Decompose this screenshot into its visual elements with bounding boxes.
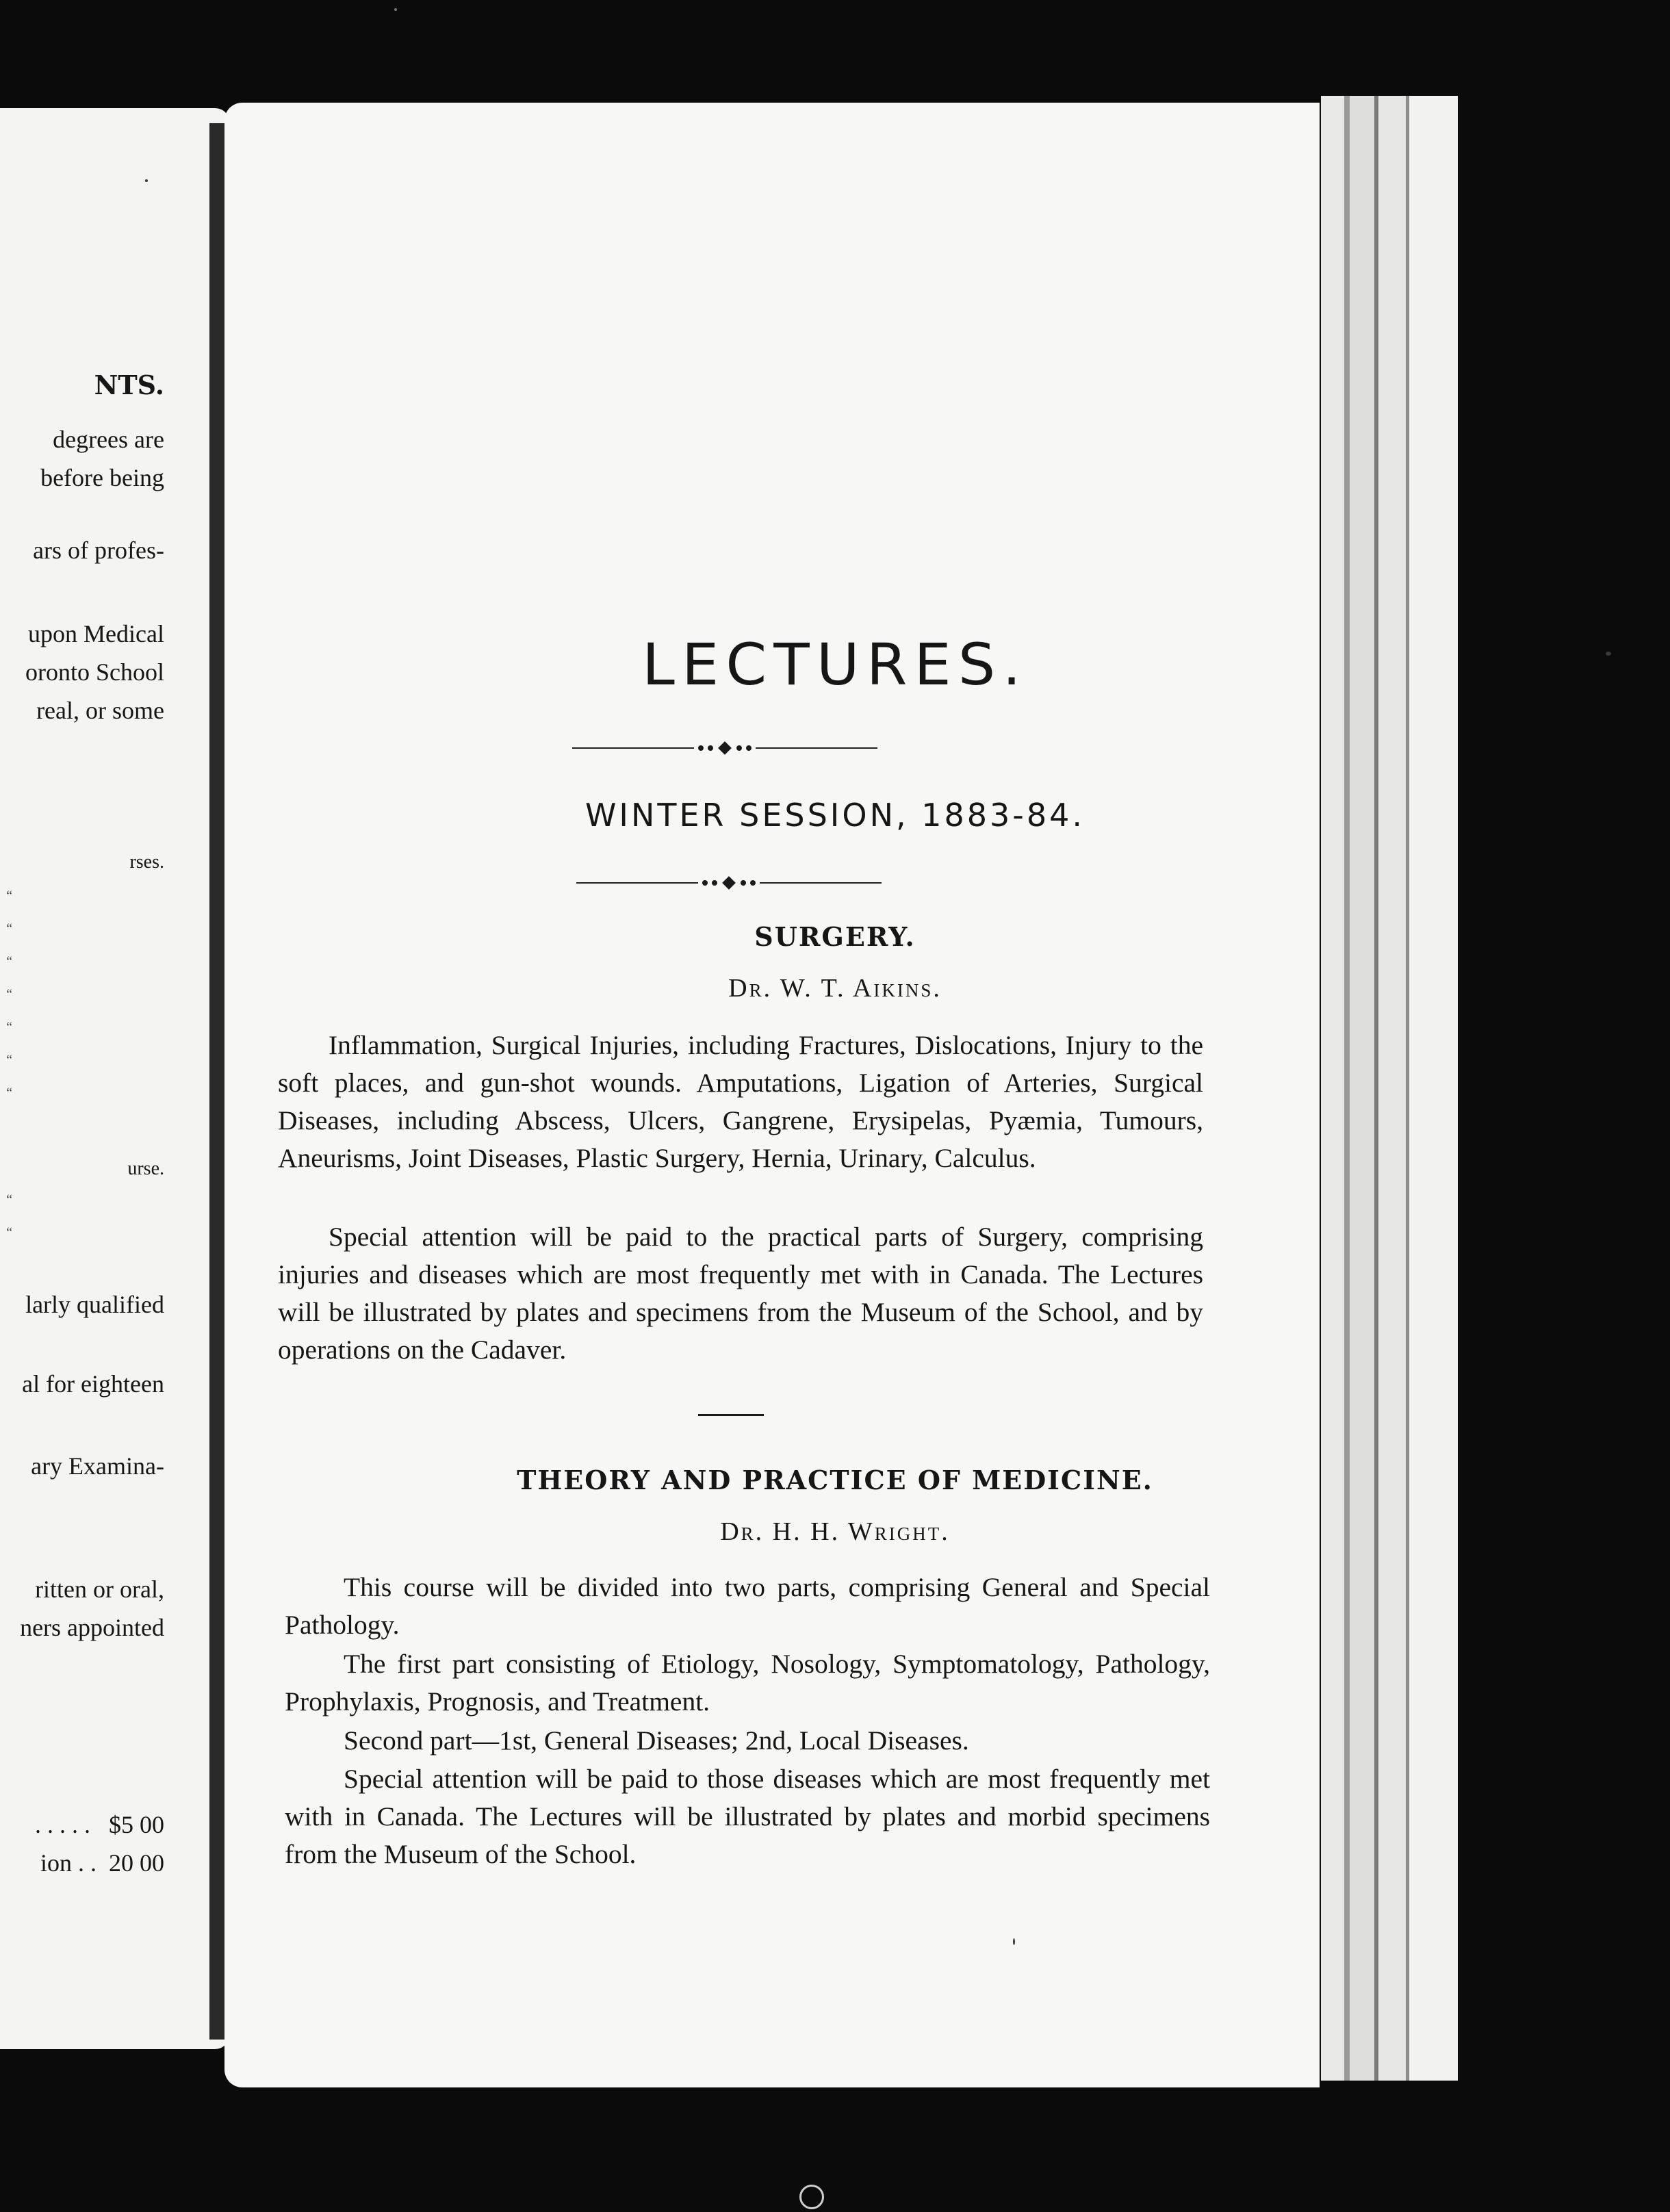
section-heading-medicine: THEORY AND PRACTICE OF MEDICINE. bbox=[517, 1465, 1153, 1495]
left-page-fragment: real, or some bbox=[36, 697, 164, 724]
left-page-fragment: degrees are bbox=[53, 426, 164, 453]
section-paragraph: Special attention will be paid to the practical parts of Surgery, comprising injuries and diseases which are most frequently met with in Canada. The Lectures will be illustrated by plates and specimens from the Museum of the School, and by operations on the Cadaver. bbox=[278, 1222, 1203, 1365]
left-page-fragment: oronto School bbox=[25, 658, 164, 686]
ditto-mark: “ bbox=[6, 1053, 12, 1068]
ditto-mark: “ bbox=[6, 1020, 12, 1035]
lecturer-name: Dr. W. T. Aikins. bbox=[728, 974, 942, 1003]
section-paragraph: Second part—1st, General Diseases; 2nd, Local Diseases. bbox=[344, 1725, 969, 1756]
session-heading: WINTER SESSION, 1883-84. bbox=[584, 797, 1086, 834]
ditto-mark: “ bbox=[6, 888, 12, 903]
left-facing-page bbox=[0, 108, 230, 2049]
left-page-fragment: NTS. bbox=[94, 370, 164, 400]
left-page-fragment: before being bbox=[40, 464, 164, 491]
left-page-fragment: ritten or oral, bbox=[35, 1576, 164, 1603]
left-page-fragment: . . . . . $5 00 bbox=[35, 1811, 164, 1838]
left-page-fragment: rses. bbox=[129, 851, 164, 873]
ornament-divider bbox=[576, 876, 882, 890]
ditto-mark: “ bbox=[6, 921, 12, 936]
section-heading-surgery: SURGERY. bbox=[754, 921, 916, 952]
scan-speck bbox=[1013, 1938, 1015, 1945]
left-page-fragment: al for eighteen bbox=[22, 1370, 164, 1398]
ditto-mark: “ bbox=[6, 1192, 12, 1207]
left-page-fragment: ars of profes- bbox=[33, 537, 164, 564]
section-divider bbox=[698, 1414, 764, 1416]
section-paragraph: The first part consisting of Etiology, Nosology, Symptomatology, Pathology, Prophylaxis, Prognosis, and Treatment. bbox=[285, 1649, 1210, 1716]
section-paragraph: This course will be divided into two parts, comprising General and Special Pathology. bbox=[285, 1572, 1210, 1640]
left-page-fragment: ion . . 20 00 bbox=[40, 1849, 164, 1877]
lecturer-name: Dr. H. H. Wright. bbox=[720, 1517, 950, 1546]
left-page-fragment: larly qualified bbox=[25, 1291, 164, 1318]
left-page-fragment: ners appointed bbox=[20, 1614, 164, 1641]
ditto-mark: “ bbox=[6, 1225, 12, 1240]
scan-speck bbox=[1606, 652, 1611, 656]
section-paragraph: Inflammation, Surgical Injuries, including Fractures, Dislocations, Injury to the soft places, and gun-shot wounds. Amputations, Ligation of Arteries, Surgical Diseases, including Abscess, Ulcers, Gangrene, Erysipelas, Pyæmia, Tumours, Aneurisms, Joint Diseases, Plastic Surgery, Hernia, Urinary, Calculus. bbox=[278, 1030, 1203, 1173]
scan-speck bbox=[799, 2185, 824, 2209]
ditto-mark: “ bbox=[6, 987, 12, 1002]
left-page-fragment: ary Examina- bbox=[31, 1452, 164, 1480]
ditto-mark: “ bbox=[6, 954, 12, 969]
ornament-divider bbox=[572, 741, 877, 755]
page-title: LECTURES. bbox=[642, 631, 1028, 698]
section-paragraph: Special attention will be paid to those diseases which are most frequently met with in Canada. The Lectures will be illustrated by plates and morbid specimens from the Museum of the School. bbox=[285, 1764, 1210, 1869]
scan-speck bbox=[145, 179, 148, 182]
left-page-fragment: urse. bbox=[127, 1158, 164, 1179]
ditto-mark: “ bbox=[6, 1085, 12, 1101]
left-page-fragment: upon Medical bbox=[28, 620, 164, 647]
page-stack-edges bbox=[1294, 96, 1526, 2081]
scan-speck bbox=[394, 8, 397, 11]
